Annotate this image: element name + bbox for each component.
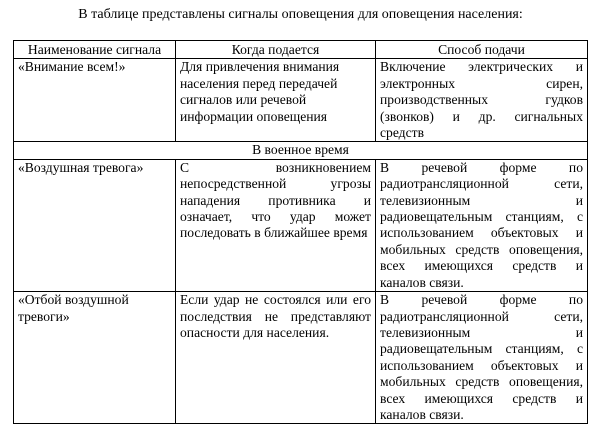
- table-row: [14, 59, 588, 142]
- section-row: [14, 142, 588, 159]
- cell-signal-name: «Внимание всем!»: [14, 59, 176, 142]
- header-when: Когда подается: [176, 41, 376, 59]
- table-header-row: [14, 41, 588, 59]
- cell-method: Включение электрических и электронных сирен, производственных гудков (звонков) и др. сигнальных средств: [376, 59, 588, 142]
- table-row: [14, 292, 588, 424]
- table-caption: В таблице представлены сигналы оповещения для оповещения населения:: [78, 7, 523, 22]
- header-method: Способ подачи: [376, 41, 588, 59]
- section-label: В военное время: [14, 142, 588, 159]
- cell-method: В речевой форме по радиотрансляционной сети, телевизионным и радиовещательным станциям, с использованием объектовых и мобильных средств оповещения, всех имеющихся средств и каналов связи.: [376, 159, 588, 291]
- header-signal-name: Наименование сигнала: [14, 41, 176, 59]
- cell-when: Для привлечения внимания населения перед передачей сигналов или речевой информации оповещения: [176, 59, 376, 142]
- cell-signal-name: «Воздушная тревога»: [14, 159, 176, 291]
- signals-table: [13, 40, 588, 424]
- cell-when: Если удар не состоялся или его последствия не представляют опасности для населения.: [176, 292, 376, 424]
- table-row: [14, 159, 588, 291]
- cell-when: С возникновением непосредственной угрозы нападения противника и означает, что удар может последовать в ближайшее время: [176, 159, 376, 291]
- cell-method: В речевой форме по радиотрансляционной сети, телевизионным и радиовещательным станциям, с использованием объектовых и мобильных средств оповещения, всех имеющихся средств и каналов связи.: [376, 292, 588, 424]
- cell-signal-name: «Отбой воздушной тревоги»: [14, 292, 176, 424]
